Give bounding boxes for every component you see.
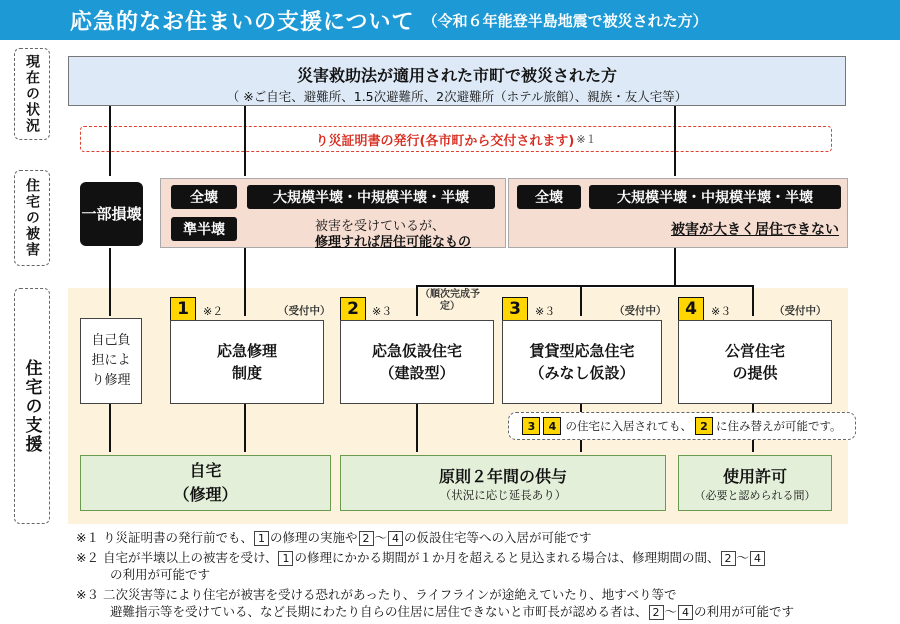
card-4-line2: の提供	[732, 364, 778, 382]
footnote-tilde: ～	[736, 550, 750, 565]
footnote-num-4: 4	[678, 605, 693, 620]
switch-note-num-3: 3	[522, 417, 540, 435]
footnote-1-text-a: り災証明書の発行前でも、	[102, 530, 253, 545]
side-tag-damage: 住宅の被害	[14, 170, 50, 266]
footnote-1-text-c: の仮設住宅等への入居が可能です	[404, 530, 592, 545]
connector	[244, 404, 246, 452]
footnote-num-4: 4	[388, 531, 403, 546]
connector	[752, 285, 754, 316]
page-subtitle: （令和６年能登半島地震で被災された方）	[422, 11, 708, 30]
result-home-line2: （修理）	[173, 485, 238, 504]
card-2-status: （順次完成予定）	[420, 289, 480, 312]
card-3-number: 3	[502, 297, 528, 321]
footnote-2-mark: ※２	[76, 550, 99, 565]
switch-note	[508, 412, 856, 440]
result-period-line1: 原則２年間の供与	[438, 466, 567, 486]
footnote-tilde: ～	[664, 604, 678, 619]
connector	[580, 285, 582, 316]
affected-subtitle: （ ※ご自宅、避難所、1.5次避難所、2次避難所（ホテル旅館）、親族・友人宅等）	[226, 89, 688, 104]
connector	[109, 106, 111, 176]
card-1-line1: 応急修理	[216, 342, 277, 360]
semi-half-destruction-label: 準半壊	[171, 217, 237, 241]
footnote-num-2: 2	[649, 605, 664, 620]
card-2-number: 2	[340, 297, 366, 321]
switch-note-num-2: 2	[695, 417, 713, 435]
footnote-1	[76, 528, 896, 546]
result-two-year-provision	[340, 455, 666, 511]
connector	[416, 285, 754, 287]
side-tag-support: 住宅の支援	[14, 288, 50, 524]
footnote-2	[76, 549, 896, 583]
footnote-1-mark: ※１	[76, 530, 99, 545]
card-4-number: 4	[678, 297, 704, 321]
footnote-3-text-b: 避難指示等を受けている、など長期にわたり自らの住居に居住できないと市町長が認める者は、	[110, 604, 648, 619]
card-2-line2: （建設型）	[379, 364, 455, 382]
connector	[674, 248, 676, 286]
connector	[416, 404, 418, 452]
footnote-tilde: ～	[374, 530, 388, 545]
switch-note-num-4: 4	[543, 417, 561, 435]
affected-title: 災害救助法が適用された市町で被災された方	[296, 65, 617, 85]
result-permit-line2: （必要と認められる間）	[694, 488, 816, 502]
damage-uninhabitable-panel	[508, 178, 848, 248]
certificate-banner	[80, 126, 832, 152]
large-half-destruction-label: 大規模半壊・中規模半壊・半壊	[589, 185, 841, 209]
repairable-desc-1: 被害を受けているが、	[315, 219, 446, 234]
result-use-permit	[678, 455, 832, 511]
large-half-destruction-label: 大規模半壊・中規模半壊・半壊	[247, 185, 495, 209]
card-4-line1: 公営住宅	[724, 342, 785, 360]
card-2-line1: 応急仮設住宅	[371, 342, 462, 360]
connector	[244, 248, 246, 316]
result-home-repair	[80, 455, 331, 511]
footnote-2-text-a: 自宅が半壊以上の被害を受け、	[102, 550, 278, 565]
connector	[109, 248, 111, 316]
footnote-3-text-a: 二次災害等により住宅が被害を受ける恐れがあったり、ライフラインが途絶えていたり、地すべり等で	[102, 587, 677, 602]
full-destruction-label: 全壊	[517, 185, 581, 209]
connector	[244, 106, 246, 176]
footnote-num-1: 1	[254, 531, 269, 546]
self-repair-box: 自己負担により修理	[80, 318, 142, 404]
footnote-3-text-c: の利用が可能です	[694, 604, 795, 619]
title-bar	[0, 0, 900, 40]
footnote-2-text-b: の修理にかかる期間が１か月を超えると見込まれる場合は、修理期間の間、	[294, 550, 720, 565]
card-3-line1: 賃貸型応急住宅	[529, 342, 635, 360]
card-emergency-repair	[170, 320, 324, 404]
damage-repairable-panel	[160, 178, 506, 248]
footnote-2-text-c: の利用が可能です	[110, 567, 211, 582]
switch-note-text-2: に住み替えが可能です。	[715, 419, 842, 433]
card-1-note: ※２	[203, 305, 224, 318]
card-3-note: ※３	[535, 305, 556, 318]
footnote-num-4: 4	[750, 551, 765, 566]
footnote-1-text-b: の修理の実施や	[269, 530, 358, 545]
card-1-line2: 制度	[231, 364, 262, 382]
footnote-num-2: 2	[721, 551, 736, 566]
connector	[674, 106, 676, 176]
card-temporary-housing	[340, 320, 494, 404]
card-4-note: ※３	[711, 305, 732, 318]
card-rental-housing	[502, 320, 662, 404]
footnote-3	[76, 586, 896, 620]
card-3-status: （受付中）	[614, 305, 667, 317]
partial-damage-label: 一部損壊	[80, 182, 143, 246]
result-home-line1: 自宅	[189, 461, 222, 480]
certificate-note: ※１	[576, 133, 597, 146]
card-1-number: 1	[170, 297, 196, 321]
card-2-note: ※３	[372, 305, 393, 318]
footnote-num-2: 2	[359, 531, 374, 546]
certificate-text: り災証明書の発行(各市町から交付されます)	[315, 133, 575, 149]
uninhabitable-desc: 被害が大きく居住できない	[671, 222, 839, 238]
full-destruction-label: 全壊	[171, 185, 237, 209]
side-tag-current: 現在の状況	[14, 48, 50, 140]
card-public-housing	[678, 320, 832, 404]
connector	[416, 285, 418, 316]
result-period-line2: （状況に応じ延長あり）	[439, 487, 567, 502]
connector	[109, 404, 111, 452]
card-4-status: （受付中）	[774, 305, 827, 317]
result-permit-line1: 使用許可	[722, 466, 787, 486]
footnote-num-1: 1	[278, 551, 293, 566]
footnote-3-mark: ※３	[76, 587, 99, 602]
card-1-status: （受付中）	[278, 305, 331, 317]
switch-note-text-1: の住宅に入居されても、	[565, 419, 692, 433]
page-title: 応急的なお住まいの支援について	[70, 9, 415, 35]
affected-people-box	[68, 56, 846, 106]
repairable-desc-2: 修理すれば居住可能なもの	[315, 235, 472, 250]
card-3-line2: （みなし仮設）	[529, 364, 635, 382]
